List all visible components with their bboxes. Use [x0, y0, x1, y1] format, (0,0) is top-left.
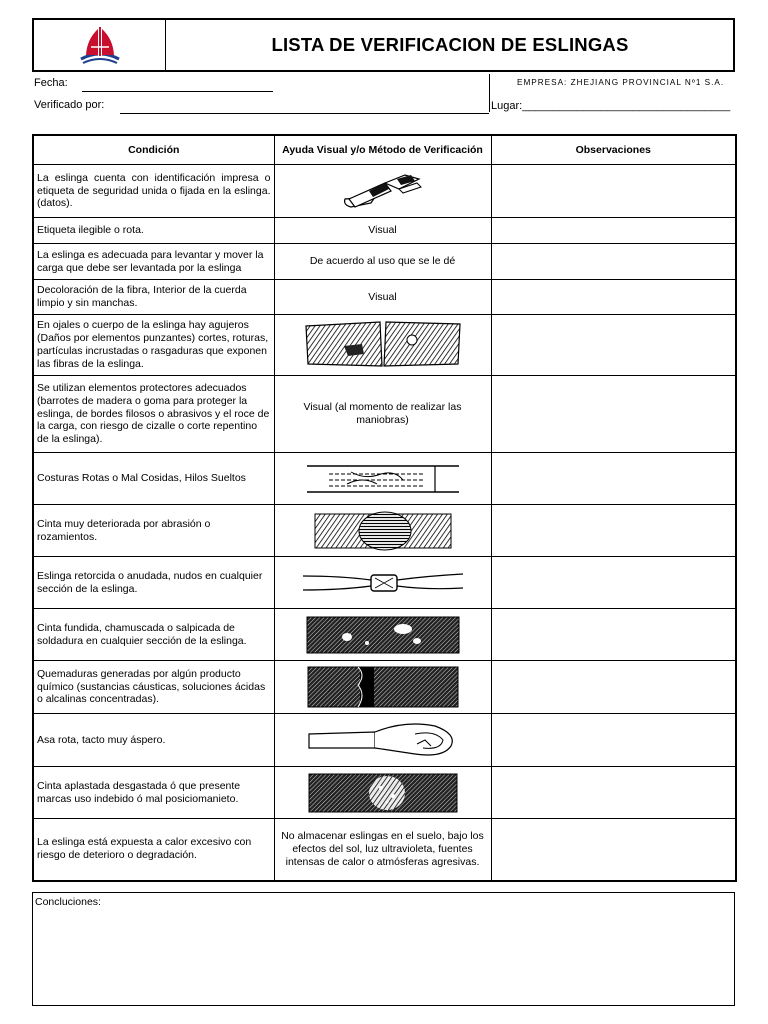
company-logo	[34, 20, 166, 70]
chemical-burn-webbing-icon	[306, 665, 460, 709]
table-row	[33, 767, 736, 819]
page-title: LISTA DE VERIFICACION DE ESLINGAS	[271, 34, 629, 55]
row-observations[interactable]	[491, 315, 736, 376]
row-condition: Quemaduras generadas por algún producto químico (sustancias cáusticas, soluciones ácidas o alcalinas concentradas).	[33, 661, 274, 714]
row-visual-aid	[274, 453, 491, 505]
header-box	[32, 18, 735, 72]
header-condicion: Condición	[33, 135, 274, 165]
conclusiones-box[interactable]	[32, 892, 735, 1006]
row-observations[interactable]	[491, 767, 736, 819]
row-visual-aid: Visual (al momento de realizar las maniobras)	[274, 376, 491, 453]
row-observations[interactable]	[491, 557, 736, 609]
table-row	[33, 819, 736, 881]
table-row	[33, 218, 736, 244]
conclusiones-label: Concluciones:	[35, 896, 101, 908]
table-row	[33, 280, 736, 315]
row-observations[interactable]	[491, 453, 736, 505]
row-visual-aid	[274, 609, 491, 661]
row-visual-aid	[274, 557, 491, 609]
table-row	[33, 376, 736, 453]
row-condition: Costuras Rotas o Mal Cosidas, Hilos Sueltos	[33, 453, 274, 505]
row-visual-aid	[274, 315, 491, 376]
punctured-webbing-icon	[304, 320, 462, 370]
row-condition: Eslinga retorcida o anudada, nudos en cualquier sección de la eslinga.	[33, 557, 274, 609]
verificado-field[interactable]	[120, 113, 489, 114]
row-condition: La eslinga es adecuada para levantar y mover la carga que debe ser levantada por la eslinga	[33, 244, 274, 280]
sling-tag-icon	[341, 169, 425, 213]
row-condition: Cinta fundida, chamuscada o salpicada de soldadura en cualquier sección de la eslinga.	[33, 609, 274, 661]
row-observations[interactable]	[491, 218, 736, 244]
abraded-webbing-icon	[313, 510, 453, 552]
broken-stitching-icon	[303, 462, 463, 496]
table-row	[33, 609, 736, 661]
row-condition: Asa rota, tacto muy áspero.	[33, 714, 274, 767]
row-visual-aid: Visual	[274, 280, 491, 315]
row-condition: Cinta muy deteriorada por abrasión o rozamientos.	[33, 505, 274, 557]
weld-spatter-webbing-icon	[305, 615, 461, 655]
row-condition: Cinta aplastada desgastada ó que presente marcas uso indebido ó mal posiciomanieto.	[33, 767, 274, 819]
fecha-field[interactable]	[82, 91, 273, 92]
verificado-label: Verificado por:	[34, 99, 105, 111]
row-condition: Se utilizan elementos protectores adecuados (barrotes de madera o goma para proteger la eslinga, de bordes filosos o abrasivos y el roce de la carga, con riesgo de cizalle o corte repentino de la eslinga).	[33, 376, 274, 453]
table-row	[33, 315, 736, 376]
row-observations[interactable]	[491, 376, 736, 453]
company-logo-icon	[77, 25, 123, 65]
row-visual-aid: No almacenar eslingas en el suelo, bajo los efectos del sol, luz ultravioleta, fuentes intensas de calor o atmósferas agresivas.	[274, 819, 491, 881]
row-visual-aid: De acuerdo al uso que se le dé	[274, 244, 491, 280]
row-condition: Decoloración de la fibra, Interior de la cuerda limpio y sin manchas.	[33, 280, 274, 315]
row-observations[interactable]	[491, 280, 736, 315]
table-row	[33, 714, 736, 767]
row-condition: La eslinga está expuesta a calor excesivo con riesgo de deterioro o degradación.	[33, 819, 274, 881]
row-visual-aid	[274, 767, 491, 819]
row-visual-aid	[274, 661, 491, 714]
row-observations[interactable]	[491, 165, 736, 218]
header-ayuda: Ayuda Visual y/o Método de Verificación	[274, 135, 491, 165]
checklist-table	[32, 134, 737, 882]
lugar-field[interactable]: Lugar:__________________________________	[491, 100, 731, 112]
meta-divider	[489, 74, 490, 112]
row-observations[interactable]	[491, 244, 736, 280]
row-condition: Etiqueta ilegible o rota.	[33, 218, 274, 244]
table-row	[33, 453, 736, 505]
row-observations[interactable]	[491, 661, 736, 714]
row-condition: La eslinga cuenta con identificación impresa o etiqueta de seguridad unida o fijada en la eslinga. (datos).	[33, 165, 274, 218]
table-row	[33, 505, 736, 557]
knotted-sling-icon	[301, 566, 465, 600]
table-row	[33, 661, 736, 714]
row-visual-aid	[274, 165, 491, 218]
table-row	[33, 557, 736, 609]
broken-eye-icon	[305, 720, 461, 760]
table-header-row	[33, 135, 736, 165]
crushed-webbing-icon	[307, 772, 459, 814]
table-row	[33, 165, 736, 218]
fecha-label: Fecha:	[34, 77, 68, 89]
row-condition: En ojales o cuerpo de la eslinga hay agujeros (Daños por elementos punzantes) cortes, roturas, partículas incrustadas o rasgaduras que exponen las fibras de la eslinga.	[33, 315, 274, 376]
row-observations[interactable]	[491, 714, 736, 767]
empresa-text: EMPRESA: ZHEJIANG PROVINCIAL Nº1 S.A.	[517, 78, 725, 87]
row-visual-aid	[274, 505, 491, 557]
header-observaciones: Observaciones	[491, 135, 736, 165]
row-observations[interactable]	[491, 609, 736, 661]
row-observations[interactable]	[491, 505, 736, 557]
row-observations[interactable]	[491, 819, 736, 881]
row-visual-aid	[274, 714, 491, 767]
table-row	[33, 244, 736, 280]
row-visual-aid: Visual	[274, 218, 491, 244]
